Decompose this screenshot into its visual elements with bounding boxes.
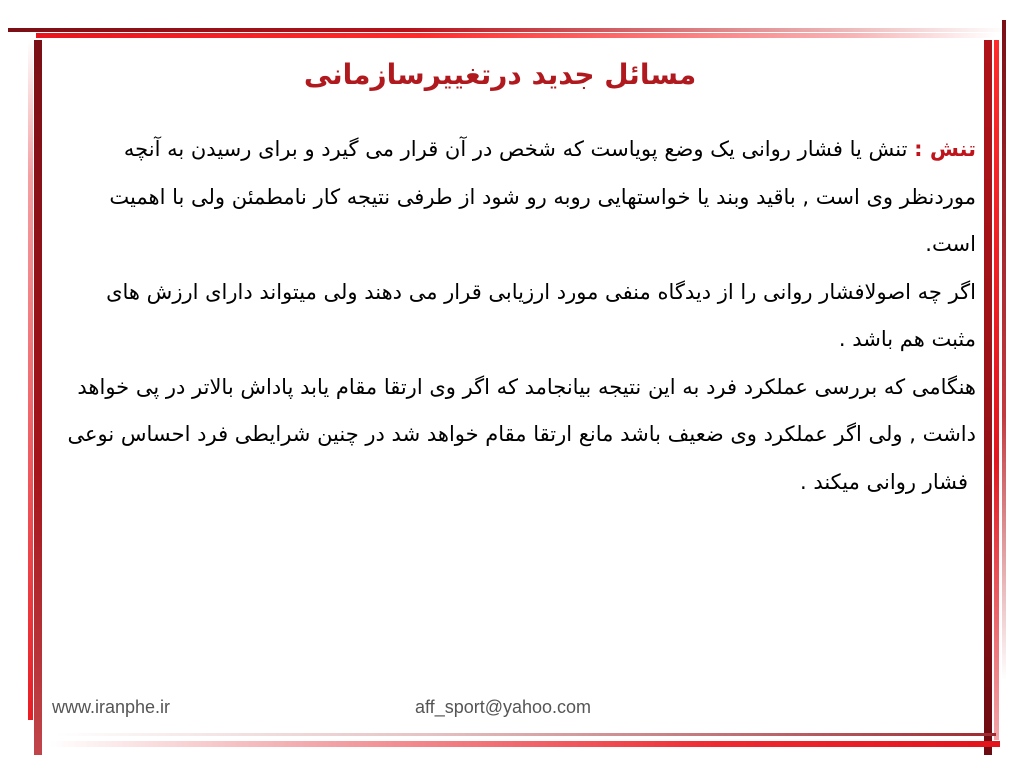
frame-right-dark-bar: [984, 40, 992, 755]
footer-email: aff_sport@yahoo.com: [415, 697, 592, 717]
frame-bottom-dark-bar: [56, 733, 996, 736]
frame-right-outer-bar: [1002, 20, 1006, 680]
frame-top-red-bar: [36, 33, 996, 38]
slide-title: مسائل جدید درتغییرسازمانی: [303, 58, 697, 91]
paragraph-3: هنگامی که بررسی عملکرد فرد به این نتیجه بیانجامد که اگر وی ارتقا مقام یابد پاداش بالاتر در پی خواهد داشت , ولی اگر عملکرد وی ضعیف باشد مانع ارتقا مقام خواهد شد در چنین شرایطی فرد احساس نوعی: [67, 374, 976, 446]
frame-left-dark-bar: [34, 40, 42, 755]
intro-label: تنش :: [914, 137, 976, 161]
frame-bottom-red-bar: [50, 741, 1000, 747]
footer-website: www.iranphe.ir: [52, 697, 171, 717]
slide-body: [62, 126, 976, 506]
frame-right-red-bar: [994, 40, 999, 740]
paragraph-3-end: فشار روانی میکند .: [799, 469, 968, 494]
intro-text: تنش یا فشار روانی یک وضع پویاست که شخص در آن قرار می گیرد و برای رسیدن به آنچه موردنظر وی است , باقید وبند یا خواستهایی روبه رو شود از طرفی نتیجه کار نامطمئن ولی با اهمیت است.: [109, 137, 976, 256]
frame-left-red-bar: [28, 40, 33, 720]
frame-top-dark-bar: [8, 28, 1008, 32]
paragraph-2: اگر چه اصولافشار روانی را از دیدگاه منفی مورد ارزیابی قرار می دهند ولی میتواند دارای ارزش های مثبت هم باشد .: [106, 279, 976, 351]
paragraph-intro: [62, 126, 976, 269]
